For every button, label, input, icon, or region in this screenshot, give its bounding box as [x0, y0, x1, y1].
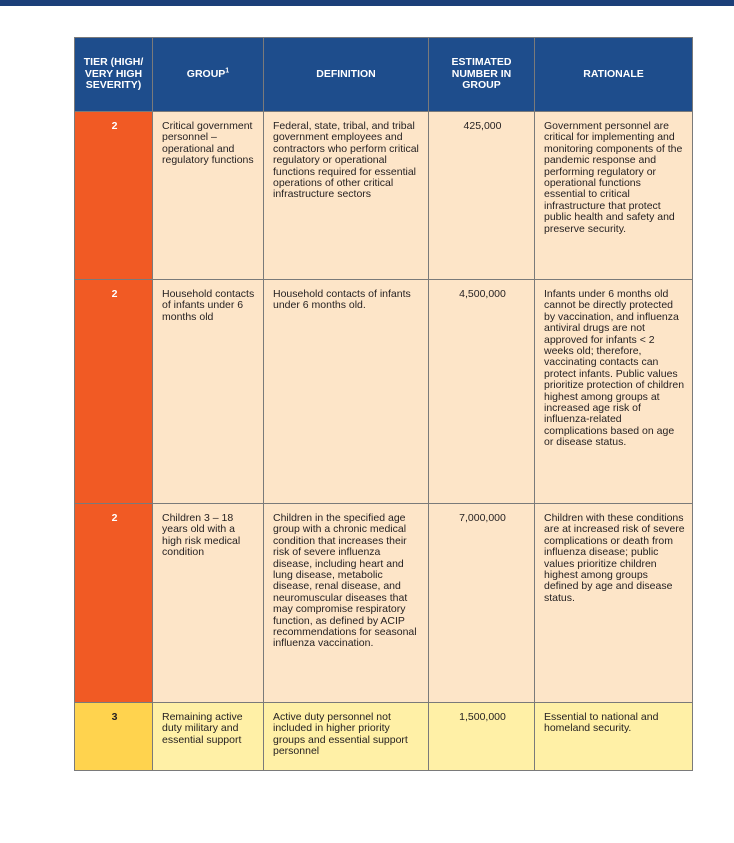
tier-number: 3 [75, 703, 153, 771]
tier-number: 2 [75, 280, 153, 504]
estimated-number-cell: 7,000,000 [429, 504, 535, 703]
group-cell: Remaining active duty military and essential support [153, 703, 264, 771]
rationale-cell: Essential to national and homeland security. [535, 703, 693, 771]
header-estimated-number: ESTIMATED NUMBER IN GROUP [429, 38, 535, 112]
estimated-number-cell: 425,000 [429, 112, 535, 280]
definition-cell: Federal, state, tribal, and tribal government employees and contractors who perform critical regulatory or operational functions required for essential operations of other critical infrastructure sectors [264, 112, 429, 280]
estimated-number-cell: 1,500,000 [429, 703, 535, 771]
group-cell: Household contacts of infants under 6 months old [153, 280, 264, 504]
rationale-cell: Children with these conditions are at increased risk of severe complications or death from influenza disease; public values prioritize children highest among groups defined by age and disease status. [535, 504, 693, 703]
estimated-number-cell: 4,500,000 [429, 280, 535, 504]
top-banner-bar [0, 0, 734, 6]
definition-cell: Children in the specified age group with a chronic medical condition that increases their risk of severe influenza disease, including heart and lung disease, metabolic disease, renal disease, and neuromuscular diseases that may compromise respiratory function, as defined by ACIP recommendations for seasonal influenza vaccination. [264, 504, 429, 703]
table-row [75, 280, 693, 504]
header-definition: DEFINITION [264, 38, 429, 112]
table-header-row [75, 38, 693, 112]
definition-cell: Active duty personnel not included in higher priority groups and essential support personnel [264, 703, 429, 771]
rationale-cell: Government personnel are critical for implementing and monitoring components of the pandemic response and performing regulatory or operational functions essential to critical infrastructure that protect public health and safety and preserve security. [535, 112, 693, 280]
vaccination-tier-table [74, 37, 693, 771]
table-row [75, 112, 693, 280]
header-group [153, 38, 264, 112]
definition-cell: Household contacts of infants under 6 months old. [264, 280, 429, 504]
tier-number: 2 [75, 504, 153, 703]
header-tier: TIER (HIGH/ VERY HIGH SEVERITY) [75, 38, 153, 112]
rationale-cell: Infants under 6 months old cannot be directly protected by vaccination, and influenza antiviral drugs are not approved for infants < 2 weeks old; therefore, vaccinating contacts can protect infants. Public values prioritize protection of children highest among groups at increased age risk of influenza-related complications based on age or disease status. [535, 280, 693, 504]
table-row [75, 703, 693, 771]
group-cell: Critical government personnel – operational and regulatory functions [153, 112, 264, 280]
table-row [75, 504, 693, 703]
header-rationale: RATIONALE [535, 38, 693, 112]
tier-number: 2 [75, 112, 153, 280]
group-cell: Children 3 – 18 years old with a high risk medical condition [153, 504, 264, 703]
header-group-footnote: 1 [225, 67, 230, 75]
header-group-label: GROUP [186, 67, 226, 80]
